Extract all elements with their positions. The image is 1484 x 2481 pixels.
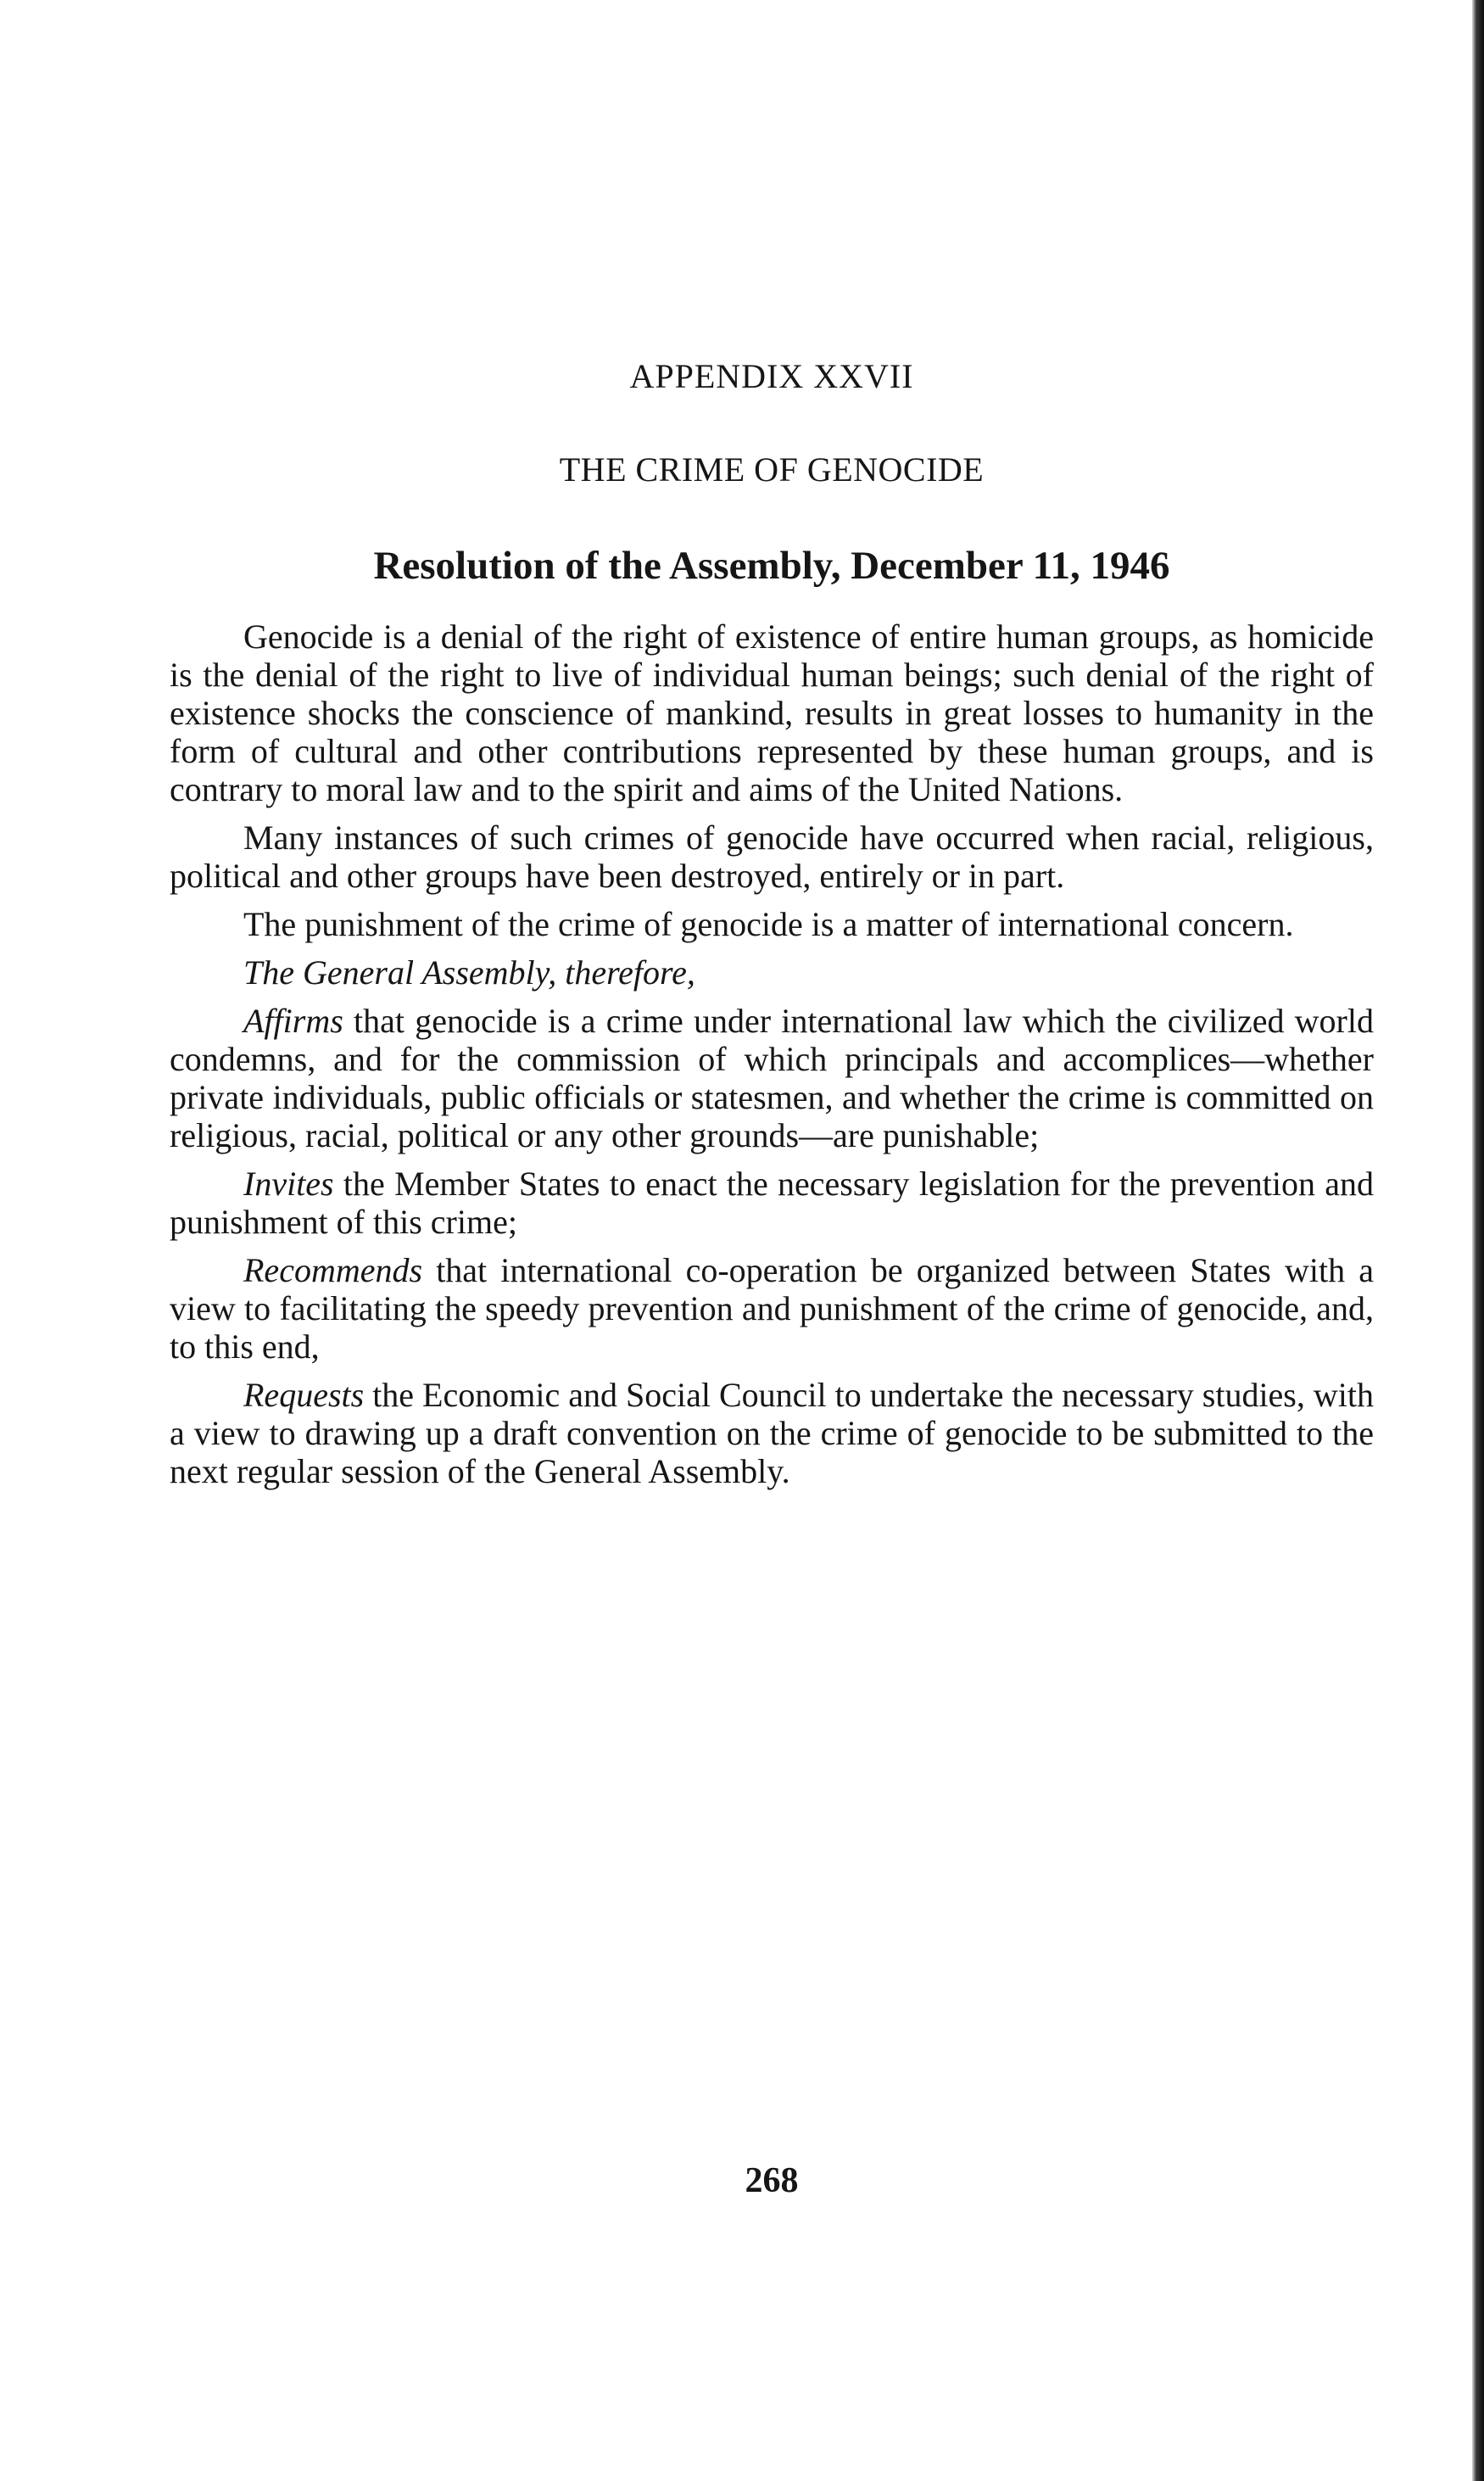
resolution-title: Resolution of the Assembly, December 11, 1946 xyxy=(373,544,1170,588)
clause-verb: Requests xyxy=(243,1376,365,1414)
section-title: THE CRIME OF GENOCIDE xyxy=(559,450,985,489)
page-number: 268 xyxy=(745,2161,799,2200)
preamble-paragraph: Many instances of such crimes of genocide have occurred when racial, religious, political and other groups have been destroyed, entirely or in part. xyxy=(170,819,1374,895)
resolution-body xyxy=(170,617,1374,1500)
clause-verb: Affirms xyxy=(243,1002,343,1040)
operative-clause xyxy=(170,1251,1374,1366)
preamble-paragraph: The punishment of the crime of genocide is a matter of international concern. xyxy=(243,905,1294,943)
operative-clause xyxy=(170,1002,1374,1154)
operative-clause xyxy=(170,1376,1374,1490)
preamble-close xyxy=(170,953,1374,992)
scanned-page-edge xyxy=(1472,0,1484,2481)
appendix-title: APPENDIX XXVII xyxy=(629,357,914,395)
preamble-close-text: The General Assembly, therefore, xyxy=(243,953,695,992)
clause-text: that international co-operation be organized between States with a view to facilitating the speedy prevention and punishment of the crime of genocide, and, to this end, xyxy=(170,1251,1374,1366)
clause-text: that genocide is a crime under international law which the civilized world condemns, and for the commission of which principals and accomplices—whether private individuals, public officials or statesmen, and whether the crime is committed on religious, racial, political or any other grounds—are punishable; xyxy=(170,1002,1374,1154)
operative-clause xyxy=(170,1165,1374,1241)
clause-text: the Economic and Social Council to undertake the necessary studies, with a view to drawing up a draft convention on the crime of genocide to be submitted to the next regular session of the General Assembly. xyxy=(170,1376,1374,1490)
clause-verb: Invites xyxy=(243,1165,334,1203)
clause-text: the Member States to enact the necessary legislation for the prevention and punishment of this crime; xyxy=(170,1165,1374,1241)
preamble-paragraph: Genocide is a denial of the right of existence of entire human groups, as homicide is the denial of the right to live of individual human beings; such denial of the right of existence shocks the conscience of mankind, results in great losses to humanity in the form of cultural and other contributions represented by these human groups, and is contrary to moral law and to the spirit and aims of the United Nations. xyxy=(170,617,1374,808)
clause-verb: Recommends xyxy=(243,1251,423,1289)
